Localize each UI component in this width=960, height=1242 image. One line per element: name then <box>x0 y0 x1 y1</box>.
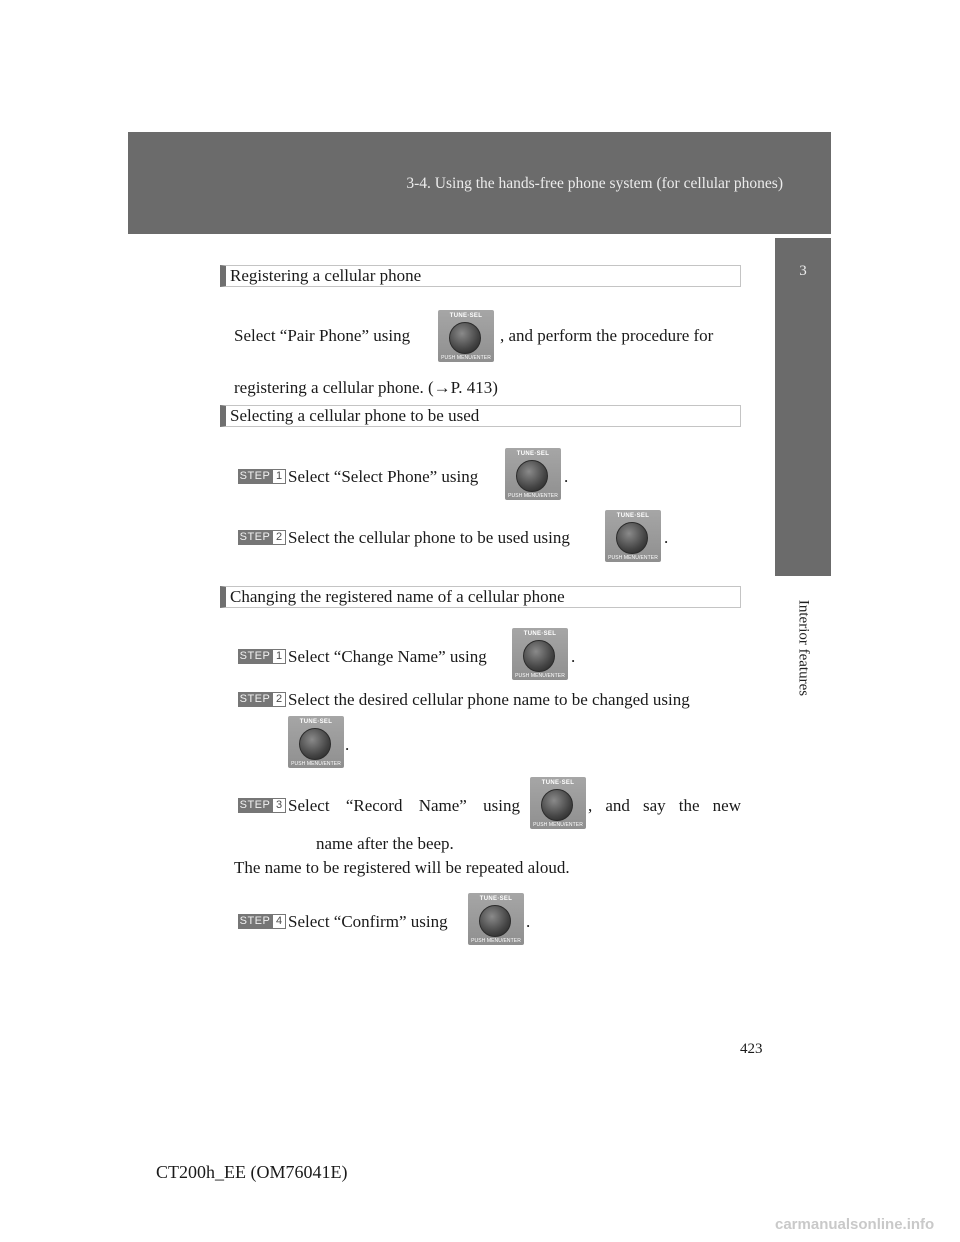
para-registering-line2: registering a cellular phone. (→P. 413) <box>234 378 498 397</box>
step-badge: STEP 3 <box>238 798 286 813</box>
step-badge: STEP 1 <box>238 649 286 664</box>
step-badge: STEP 2 <box>238 692 286 707</box>
step-period: . <box>564 467 569 486</box>
chapter-tab <box>775 238 831 576</box>
header-title: 3-4. Using the hands-free phone system (for cellular phones) <box>406 175 783 192</box>
step-badge: STEP 1 <box>238 469 286 484</box>
header-band <box>128 132 831 234</box>
note-text: The name to be registered will be repeated aloud. <box>234 858 570 877</box>
step-period: . <box>526 912 531 931</box>
step-period: . <box>345 735 350 754</box>
tune-sel-knob-icon: TUNE·SEL PUSH MENU/ENTER <box>605 510 661 562</box>
step-text: Select “Select Phone” using <box>288 467 479 486</box>
tune-sel-knob-icon: TUNE·SEL PUSH MENU/ENTER <box>288 716 344 768</box>
step-badge: STEP 4 <box>238 914 286 929</box>
step-text: Select the desired cellular phone name to be changed using <box>288 690 690 709</box>
section-heading-selecting: Selecting a cellular phone to be used <box>220 405 741 427</box>
step-text: Select the cellular phone to be used using <box>288 528 570 547</box>
step-text: Select “Record Name” using <box>288 796 520 815</box>
arrow-icon: → <box>433 378 451 397</box>
step-continuation: name after the beep. <box>316 834 454 853</box>
page-link-413[interactable]: P. 413) <box>450 378 498 397</box>
chapter-number: 3 <box>799 263 807 279</box>
para-registering-line1-tail: , and perform the procedure for <box>500 326 714 345</box>
step-period: . <box>664 528 669 547</box>
step-period: . <box>571 647 576 666</box>
step-text-tail: , and say the new <box>588 796 741 815</box>
section-heading-changing: Changing the registered name of a cellular phone <box>220 586 741 608</box>
section-heading-registering: Registering a cellular phone <box>220 265 741 287</box>
footer-model-code: CT200h_EE (OM76041E) <box>156 1162 348 1182</box>
page-number: 423 <box>740 1041 763 1057</box>
para-registering-line1: Select “Pair Phone” using <box>234 326 411 345</box>
tune-sel-knob-icon: TUNE·SEL PUSH MENU/ENTER <box>512 628 568 680</box>
tune-sel-knob-icon: TUNE·SEL PUSH MENU/ENTER <box>438 310 494 362</box>
tune-sel-knob-icon: TUNE·SEL PUSH MENU/ENTER <box>530 777 586 829</box>
tune-sel-knob-icon: TUNE·SEL PUSH MENU/ENTER <box>505 448 561 500</box>
watermark: carmanualsonline.info <box>775 1216 935 1233</box>
step-text: Select “Confirm” using <box>288 912 448 931</box>
chapter-label: Interior features <box>795 599 812 696</box>
tune-sel-knob-icon: TUNE·SEL PUSH MENU/ENTER <box>468 893 524 945</box>
step-badge: STEP 2 <box>238 530 286 545</box>
step-text: Select “Change Name” using <box>288 647 487 666</box>
